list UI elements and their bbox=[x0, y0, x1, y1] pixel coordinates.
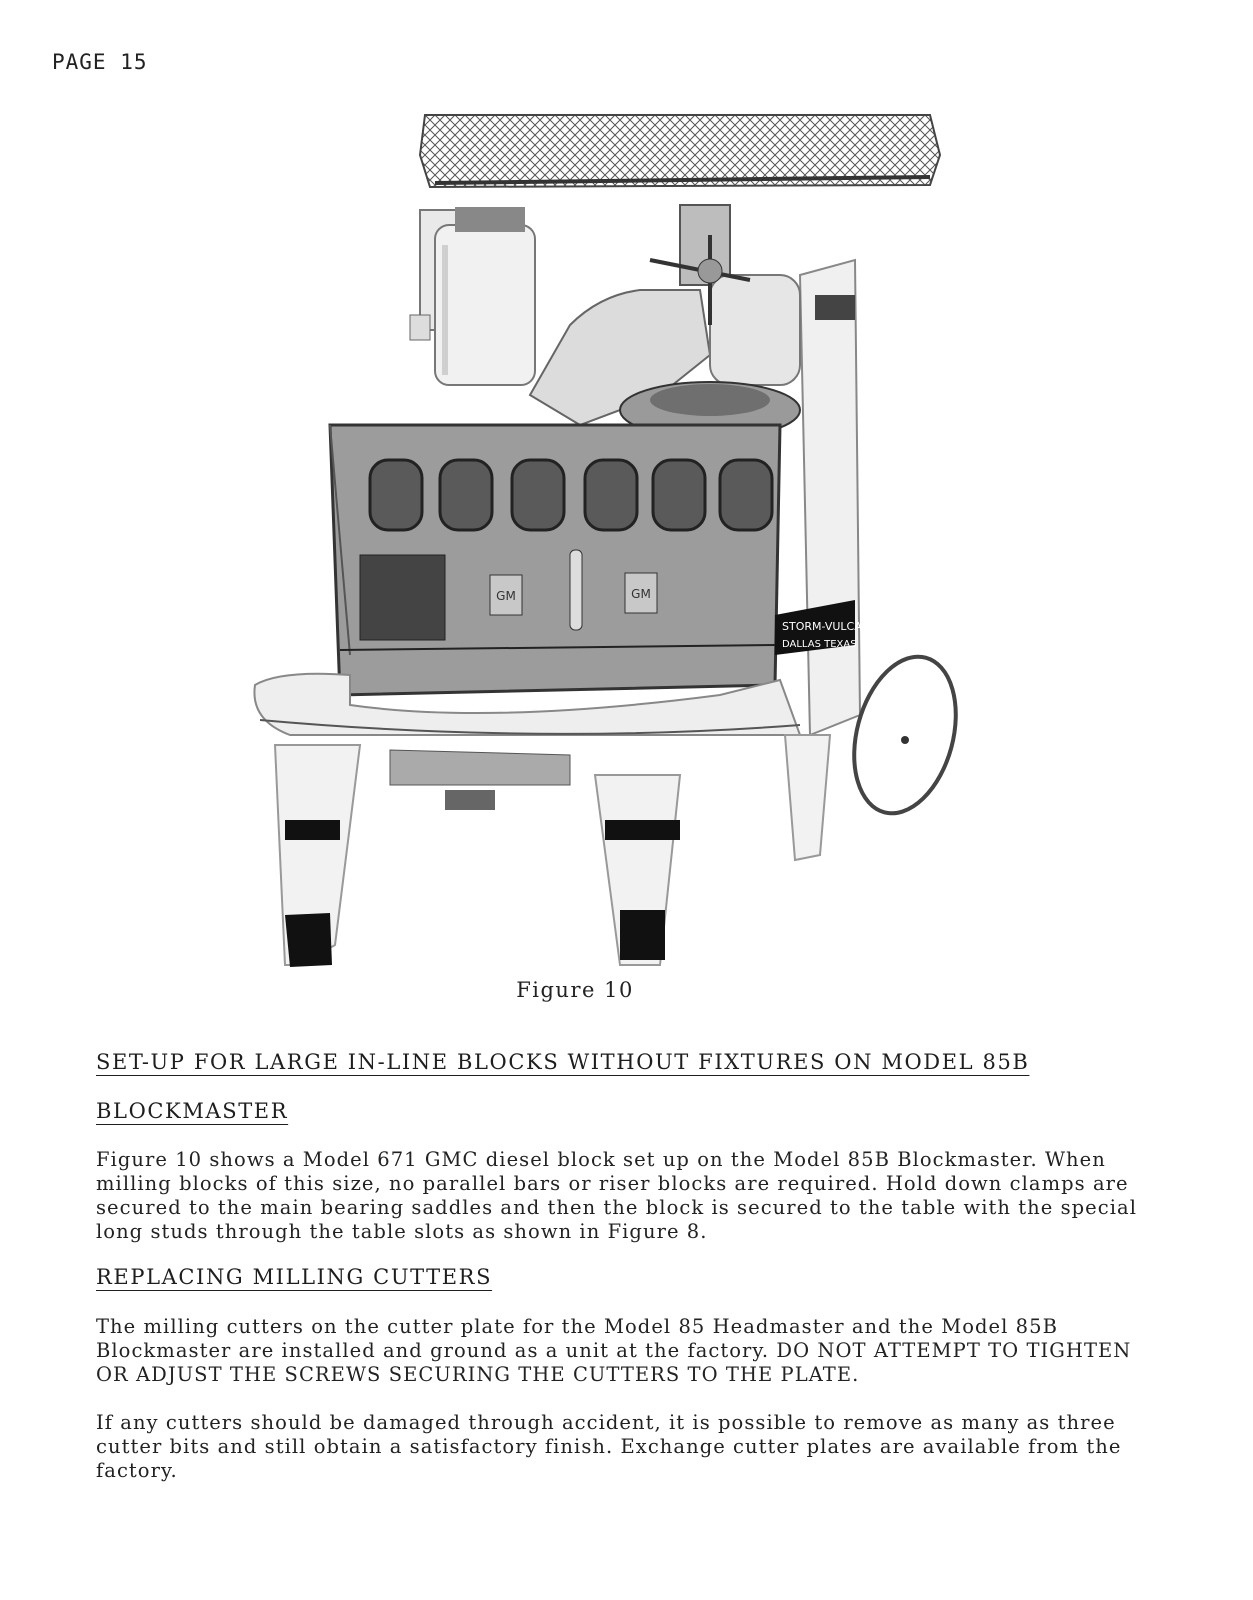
section-heading-setup-continued: BLOCKMASTER bbox=[96, 1099, 289, 1123]
paragraph-setup: Figure 10 shows a Model 671 GMC diesel block set up on the Model 85B Blockmaster. When milling blocks of this size, no parallel bars or riser blocks are required. Hold down clamps are secured to the main bearing saddles and then the block is secured to the table with the special long studs through the table slots as shown in Figure 8. bbox=[96, 1148, 1137, 1243]
svg-text:DALLAS TEXAS: DALLAS TEXAS bbox=[782, 639, 857, 650]
page-number: PAGE 15 bbox=[52, 50, 148, 74]
section-heading-replacing-cutters: REPLACING MILLING CUTTERS bbox=[96, 1265, 493, 1289]
paragraph-cutters-damaged: If any cutters should be damaged through accident, it is possible to remove as many as three cutter bits and still obtain a satisfactory finish. Exchange cutter plates are available from the factory. bbox=[96, 1411, 1122, 1482]
engine-block bbox=[330, 425, 780, 695]
column bbox=[800, 260, 860, 735]
svg-text:STORM-VULCAN: STORM-VULCAN bbox=[782, 620, 870, 633]
paragraph-cutters-installed: The milling cutters on the cutter plate for the Model 85 Headmaster and the Model 85B Blockmaster are installed and ground as a unit at the factory. DO NOT ATTEMPT TO TIGHTEN OR ADJUST THE SCREWS SECURING THE CUTTERS TO THE PLATE. bbox=[96, 1315, 1132, 1386]
gm-logo-right: GM bbox=[631, 587, 651, 601]
motor-housing bbox=[410, 207, 535, 385]
mesh-guard bbox=[420, 115, 940, 187]
gm-logo-left: GM bbox=[496, 589, 516, 603]
machine-photo bbox=[240, 95, 1000, 975]
section-heading-setup: SET-UP FOR LARGE IN-LINE BLOCKS WITHOUT FIXTURES ON MODEL 85B bbox=[96, 1050, 1030, 1074]
figure-caption: Figure 10 bbox=[516, 978, 634, 1002]
legs bbox=[275, 735, 830, 967]
blockmaster-illustration bbox=[240, 95, 1000, 975]
